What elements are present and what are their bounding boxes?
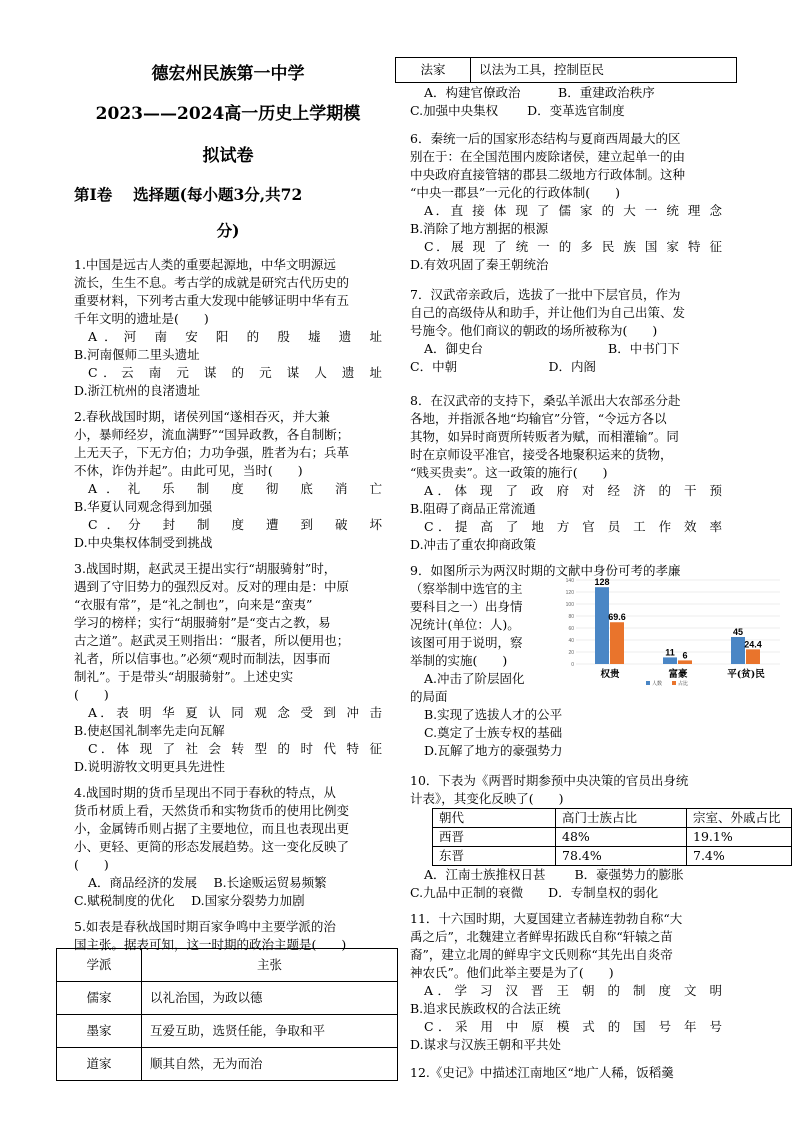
table-row	[57, 1015, 398, 1048]
q11-line: 裔”，建立北周的鲜卑宇文氏则称“其先出自炎帝	[410, 947, 673, 962]
q7-line: 号施令。他们商议的朝政的场所被称为( )	[410, 323, 658, 338]
q9-line: 举制的实施( )	[410, 653, 508, 668]
y-tick-label: 60	[568, 626, 574, 632]
q9-line: （察举制中选官的主	[410, 581, 523, 596]
table-cell: 儒家	[57, 982, 142, 1015]
q2-option-b[interactable]: B.华夏认同观念得到加强	[74, 499, 213, 514]
table-cell: 19.1%	[687, 828, 792, 847]
table-row	[57, 982, 398, 1015]
bar	[663, 657, 677, 664]
q11-option-c[interactable]: C．采 用 中 原 模 式 的 国 号 年 号	[424, 1019, 722, 1034]
q9-option-a-cont: 的局面	[410, 689, 448, 704]
q3-line: 礼者，所以信事也。”必须“观时而制法，因事而	[74, 651, 331, 666]
q1-option-d[interactable]: D.浙江杭州的良渚遗址	[74, 383, 201, 398]
bar	[731, 637, 745, 664]
q8-option-a[interactable]: A．体 现 了 政 府 对 经 济 的 干 预	[424, 483, 722, 498]
q9-option-a[interactable]: A.冲击了阶层固化	[424, 671, 525, 686]
y-tick-label: 80	[568, 614, 574, 620]
y-tick-label: 20	[568, 650, 574, 656]
q3-option-d[interactable]: D.说明游牧文明更具先进性	[74, 759, 226, 774]
table-cell: 西晋	[433, 828, 556, 847]
q3-line: “衣服有常”，是“礼之制也”，向来是“蛮夷”	[74, 597, 313, 612]
table-cell: 以礼治国，为政以德	[142, 982, 398, 1015]
question-12	[410, 1064, 722, 1082]
q4-line: 小、更轻、更简的形态发展趋势。这一变化反映了	[74, 839, 350, 854]
q6-option-b[interactable]: B.消除了地方割据的根源	[410, 221, 549, 236]
y-tick-label: 40	[568, 638, 574, 644]
q3-option-b[interactable]: B.使赵国礼制率先走向瓦解	[74, 723, 225, 738]
q4-line: 货币材质上看，天然货币和实物货币的使用比例变	[74, 803, 350, 818]
left-column	[74, 0, 382, 954]
q4-line: 小，金属铸币则占据了主要地位，而且也表现出更	[74, 821, 350, 836]
table-cell: 以法为工具，控制臣民	[471, 58, 737, 83]
q1-option-c[interactable]: C．云 南 元 谋 的 元 谋 人 遗 址	[88, 365, 382, 380]
q5-line: 5.如表是春秋战国时期百家争鸣中主要学派的治	[74, 919, 336, 934]
q3-line: 遇到了守旧势力的强烈反对。反对的理由是：中原	[74, 579, 350, 594]
legend-label: 人数	[652, 681, 663, 687]
q6-option-d[interactable]: D.有效巩固了秦王朝统治	[410, 257, 549, 272]
q10-options-cd[interactable]: C.九品中正制的衰微 D．专制皇权的弱化	[410, 885, 659, 900]
y-tick-label: 0	[571, 662, 574, 668]
table-header-cell: 高门士族占比	[556, 809, 687, 828]
question-2	[74, 408, 382, 552]
q8-option-d[interactable]: D.冲击了重农抑商政策	[410, 537, 537, 552]
school-thought-table	[56, 948, 398, 1081]
table-row	[57, 1048, 398, 1081]
data-label: 24.4	[744, 639, 762, 650]
school-thought-table-cont	[395, 57, 737, 83]
xiaolian-origin-chart	[556, 572, 784, 690]
question-7	[410, 286, 722, 376]
table-cell: 7.4%	[687, 847, 792, 866]
legend-swatch	[672, 681, 676, 685]
q6-option-c[interactable]: C．展 现 了 统 一 的 多 民 族 国 家 特 征	[424, 239, 722, 254]
data-label: 6	[682, 650, 688, 661]
q6-line: 中央政府直接管辖的郡县二级地方行政体制。这种	[410, 167, 686, 182]
y-tick-label: 140	[565, 578, 574, 584]
q6-line: 6．秦统一后的国家形态结构与夏商西周最大的区	[410, 131, 681, 146]
q8-line: 时在京师设平准官，接受各地聚积运来的货物，	[410, 447, 673, 462]
q7-options-ab[interactable]: A．御史台 B．中书门下	[424, 341, 680, 356]
section-heading-cont: 分)	[216, 221, 240, 240]
table-cell: 墨家	[57, 1015, 142, 1048]
q5-line: 国主张。据表可知，这一时期的政治主题是( )	[74, 937, 347, 952]
legend-label: 占比	[678, 681, 689, 687]
q5-options-cd[interactable]: C.加强中央集权 D．变革选官制度	[410, 103, 625, 118]
officials-table	[432, 808, 792, 866]
legend-swatch	[646, 681, 650, 685]
q9-line: 9．如图所示为两汉时期的文献中身份可考的孝廉	[410, 563, 681, 578]
q8-option-c[interactable]: C．提 高 了 地 方 官 员 工 作 效 率	[424, 519, 722, 534]
y-tick-label: 100	[565, 602, 574, 608]
table-header-row	[57, 949, 398, 982]
q9-option-d[interactable]: D.瓦解了地方的豪强势力	[424, 743, 563, 758]
question-8	[410, 392, 722, 554]
q2-option-d[interactable]: D.中央集权体制受到挑战	[74, 535, 213, 550]
q1-line: 重要材料，下列考古重大发现中能够证明中华有五	[74, 293, 350, 308]
q3-option-a[interactable]: A．表 明 华 夏 认 同 观 念 受 到 冲 击	[88, 705, 382, 720]
table-header-row	[433, 809, 792, 828]
q2-line: 2.春秋战国时期，诸侯列国“遂相吞灭，并大兼	[74, 409, 330, 424]
q1-option-b[interactable]: B.河南偃师二里头遗址	[74, 347, 200, 362]
data-label: 45	[732, 627, 744, 637]
table-row	[396, 58, 737, 83]
q11-option-a[interactable]: A．学 习 汉 晋 王 朝 的 制 度 文 明	[424, 983, 722, 998]
category-label: 富豪	[668, 669, 688, 680]
q6-line: 别在于：在全国范围内废除诸侯，建立起单一的由	[410, 149, 686, 164]
q10-line: 计表》，其变化反映了( )	[410, 791, 564, 806]
table-cell: 东晋	[433, 847, 556, 866]
q7-line: 7．汉武帝亲政后，选拔了一批中下层官员，作为	[410, 287, 681, 302]
table-cell: 顺其自然，无为而治	[142, 1048, 398, 1081]
q1-line: 流长，生生不息。考古学的成就是研究古代历史的	[74, 275, 350, 290]
q11-option-d[interactable]: D.谋求与汉族王朝和平共处	[410, 1037, 562, 1052]
q2-line: 上无天子，下无方伯；力功争强，胜者为右；兵革	[74, 445, 350, 460]
q12-line: 12.《史记》中描述江南地区“地广人稀，饭稻羹	[410, 1065, 674, 1080]
q4-options-cd[interactable]: C.赋税制度的优化 D.国家分裂势力加剧	[74, 893, 305, 908]
q3-option-c[interactable]: C．体 现 了 社 会 转 型 的 时 代 特 征	[88, 741, 382, 756]
data-label: 11	[665, 647, 675, 658]
data-label: 128	[594, 577, 610, 588]
bar	[746, 649, 760, 664]
category-label: 权贵	[600, 669, 620, 680]
bar	[678, 660, 692, 664]
q9-line: 该图可用于说明，察	[410, 635, 523, 650]
q6-option-a[interactable]: A．直 接 体 现 了 儒 家 的 大 一 统 理 念	[424, 203, 722, 218]
q2-option-c[interactable]: C．分 封 制 度 遭 到 破 坏	[88, 517, 382, 532]
table-row	[433, 847, 792, 866]
q8-line: 8．在汉武帝的支持下，桑弘羊派出大农部丞分赴	[410, 393, 681, 408]
q2-line: 小，暴师经岁，流血满野”“国异政教，各自制断；	[74, 427, 350, 442]
q8-line: 其物，如异时商贾所转贩者为赋，而相灌输”。同	[410, 429, 679, 444]
q3-line: 制礼”。于是带头“胡服骑射”。上述史实	[74, 669, 294, 684]
table-row	[433, 828, 792, 847]
table-cell: 法家	[396, 58, 471, 83]
question-1	[74, 256, 382, 400]
table-cell: 48%	[556, 828, 687, 847]
q6-line: “中央一郡县”一元化的行政体制( )	[410, 185, 621, 200]
table-cell: 互爱互助，选贤任能，争取和平	[142, 1015, 398, 1048]
q4-options-ab[interactable]: A．商品经济的发展 B.长途贩运贸易频繁	[88, 875, 327, 890]
bar	[610, 622, 624, 664]
q11-line: 禹之后”，北魏建立者鲜卑拓跋氏自称“轩辕之苗	[410, 929, 673, 944]
q11-line: 神农氏”。他们此举主要是为了( )	[410, 965, 614, 980]
q4-line: 4.战国时期的货币呈现出不同于春秋的特点，从	[74, 785, 336, 800]
q3-line: ( )	[74, 687, 109, 702]
table-header-cell: 学派	[57, 949, 142, 982]
q7-line: 自己的高级侍从和助手，并让他们为自己出策、发	[410, 305, 686, 320]
table-header-cell: 朝代	[433, 809, 556, 828]
table-header-cell: 主张	[142, 949, 398, 982]
q4-line: ( )	[74, 857, 109, 872]
q2-line: 不休，诈伪并起”。由此可见，当时( )	[74, 463, 303, 478]
q8-line: 各地，并指派各地“均输官”分管，“令远方各以	[410, 411, 667, 426]
q11-option-b[interactable]: B.追求民族政权的合法正统	[410, 1001, 561, 1016]
bar	[595, 587, 609, 664]
q3-line: 学习的榜样；实行“胡服骑射”是“变古之教，易	[74, 615, 331, 630]
exam-title: 2023——2024高一历史上学期模	[95, 104, 361, 124]
q9-option-c[interactable]: C.奠定了士族专权的基础	[424, 725, 563, 740]
question-6	[410, 130, 722, 274]
q8-option-b[interactable]: B.阻碍了商品正常流通	[410, 501, 536, 516]
question-11	[410, 910, 722, 1054]
q9-option-b[interactable]: B.实现了选拔人才的公平	[424, 707, 563, 722]
q7-options-cd[interactable]: C．中朝 D．内阁	[410, 359, 597, 374]
table-header-cell: 宗室、外戚占比	[687, 809, 792, 828]
category-label: 平(贫)民	[727, 669, 765, 680]
question-4	[74, 784, 382, 910]
section-heading: 第Ⅰ卷 选择题(每小题3分,共72	[74, 185, 303, 204]
q9-line: 况统计(单位：人)。	[410, 617, 520, 632]
q11-line: 11．十六国时期，大夏国建立者赫连勃勃自称“大	[410, 911, 683, 926]
q1-line: 千年文明的遗址是( )	[74, 311, 209, 326]
q5-options-ab[interactable]: A．构建官僚政治 B．重建政治秩序	[424, 85, 655, 100]
y-tick-label: 120	[565, 590, 574, 596]
q10-line: 10．下表为《两晋时期参预中央决策的官员出身统	[410, 773, 689, 788]
school-name: 德宏州民族第一中学	[151, 64, 305, 84]
q9-line: 要科目之一）出身情	[410, 599, 523, 614]
q3-line: 3.战国时期，赵武灵王提出实行“胡服骑射”时，	[74, 561, 337, 576]
q10-options-ab[interactable]: A．江南士族推权日甚 B．豪强势力的膨胀	[424, 867, 684, 882]
q3-line: 古之道”。赵武灵王则指出：“服者，所以便用也；	[74, 633, 350, 648]
exam-title-cont: 拟试卷	[202, 146, 254, 166]
table-cell: 78.4%	[556, 847, 687, 866]
data-label: 69.6	[608, 612, 626, 623]
q1-line: 1.中国是远古人类的重要起源地，中华文明源远	[74, 257, 336, 272]
question-3	[74, 560, 382, 776]
q2-option-a[interactable]: A．礼 乐 制 度 彻 底 消 亡	[88, 481, 382, 496]
q8-line: “贱买贵卖”。这一政策的施行( )	[410, 465, 608, 480]
q1-option-a[interactable]: A．河 南 安 阳 的 殷 墟 遗 址	[88, 329, 382, 344]
question-10	[410, 772, 781, 902]
table-cell: 道家	[57, 1048, 142, 1081]
